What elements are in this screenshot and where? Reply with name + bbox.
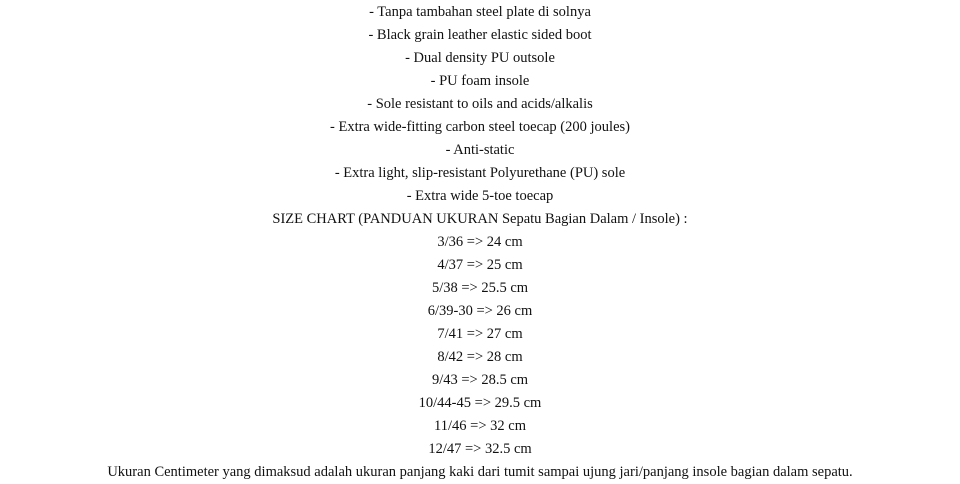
feature-line: - Tanpa tambahan steel plate di solnya <box>369 4 591 20</box>
feature-line: - Black grain leather elastic sided boot <box>368 27 592 43</box>
size-chart-row: 12/47 => 32.5 cm <box>428 441 532 457</box>
feature-line: - Dual density PU outsole <box>405 50 555 66</box>
feature-line: - Extra wide-fitting carbon steel toecap (200 joules) <box>330 119 630 135</box>
feature-line: - Anti-static <box>445 142 515 158</box>
size-chart-heading: SIZE CHART (PANDUAN UKURAN Sepatu Bagian Dalam / Insole) : <box>272 211 688 227</box>
size-chart-row: 3/36 => 24 cm <box>437 234 523 250</box>
size-chart-footnote: Ukuran Centimeter yang dimaksud adalah ukuran panjang kaki dari tumit sampai ujung jari/panjang insole bagian dalam sepatu. <box>107 464 853 480</box>
size-chart-row: 8/42 => 28 cm <box>437 349 523 365</box>
size-chart-list <box>0 231 960 461</box>
feature-line: - Sole resistant to oils and acids/alkalis <box>367 96 593 112</box>
feature-line: - Extra wide 5-toe toecap <box>406 188 554 204</box>
size-chart-row: 5/38 => 25.5 cm <box>431 280 529 296</box>
size-chart-row: 9/43 => 28.5 cm <box>431 372 529 388</box>
size-chart-row: 4/37 => 25 cm <box>437 257 523 273</box>
size-chart-row: 10/44-45 => 29.5 cm <box>418 395 542 411</box>
feature-line: - PU foam insole <box>430 73 530 89</box>
size-chart-row: 6/39-30 => 26 cm <box>427 303 533 319</box>
feature-line: - Extra light, slip-resistant Polyurethane (PU) sole <box>334 165 626 181</box>
size-chart-row: 11/46 => 32 cm <box>434 418 526 434</box>
size-chart-row: 7/41 => 27 cm <box>437 326 523 342</box>
